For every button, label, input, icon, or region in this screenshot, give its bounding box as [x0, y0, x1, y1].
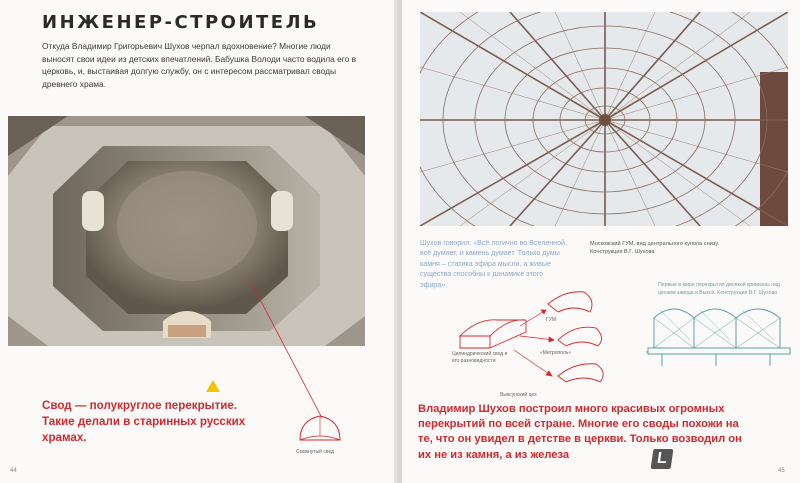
label-metropol: «Метрополь» — [540, 350, 572, 356]
intro-paragraph: Откуда Владимир Григорьевич Шухов черпал вдохновение? Многие люди выносят свои идеи из детских впечатлений. Бабушка Володи часто водила его в церковь, и, выстаивая долгую службу, он с интересом рассматривал своды древнего храма. — [42, 41, 357, 89]
page-number-left: 44 — [10, 468, 17, 474]
label-vyksa-shop: Выксунский цех — [500, 392, 537, 398]
label-cylinder-vault: Цилиндрический свод и его разновидности — [452, 351, 508, 364]
shukhov-quote: Шухов говорил: «Всё логично во Вселенной, всё думает, и камень думает. Только думы камня – статика эфира мысли, а живые существа способны к динамике этого эфира». — [420, 239, 567, 289]
closed-vault-label: Сомкнутый свод — [296, 449, 335, 455]
bottom-text: Владимир Шухов построил много красивых огромных перекрытий по всей стране. Многие его своды похожи на те, что он увидел в детстве в церкви. Только возводил он их не из камня, а из железа — [418, 403, 742, 461]
gum-caption: Московский ГУМ, вид центрального купола снизу. Конструкция В.Г. Шухова — [590, 241, 720, 256]
page-number-right: 45 — [778, 468, 785, 474]
label-gum: ГУМ — [546, 317, 557, 323]
publisher-logo: L — [651, 449, 674, 469]
vault-definition: Свод — полукруглое перекрытие. Такие делали в старинных русских храмах. — [42, 399, 246, 444]
page-title: ИНЖЕНЕР-СТРОИТЕЛЬ — [42, 12, 320, 33]
vyksa-caption: Первые в мире перекрытия двоякой кривизны над цехами завода в Выксе. Конструкция В.Г. Шухова — [658, 282, 780, 296]
